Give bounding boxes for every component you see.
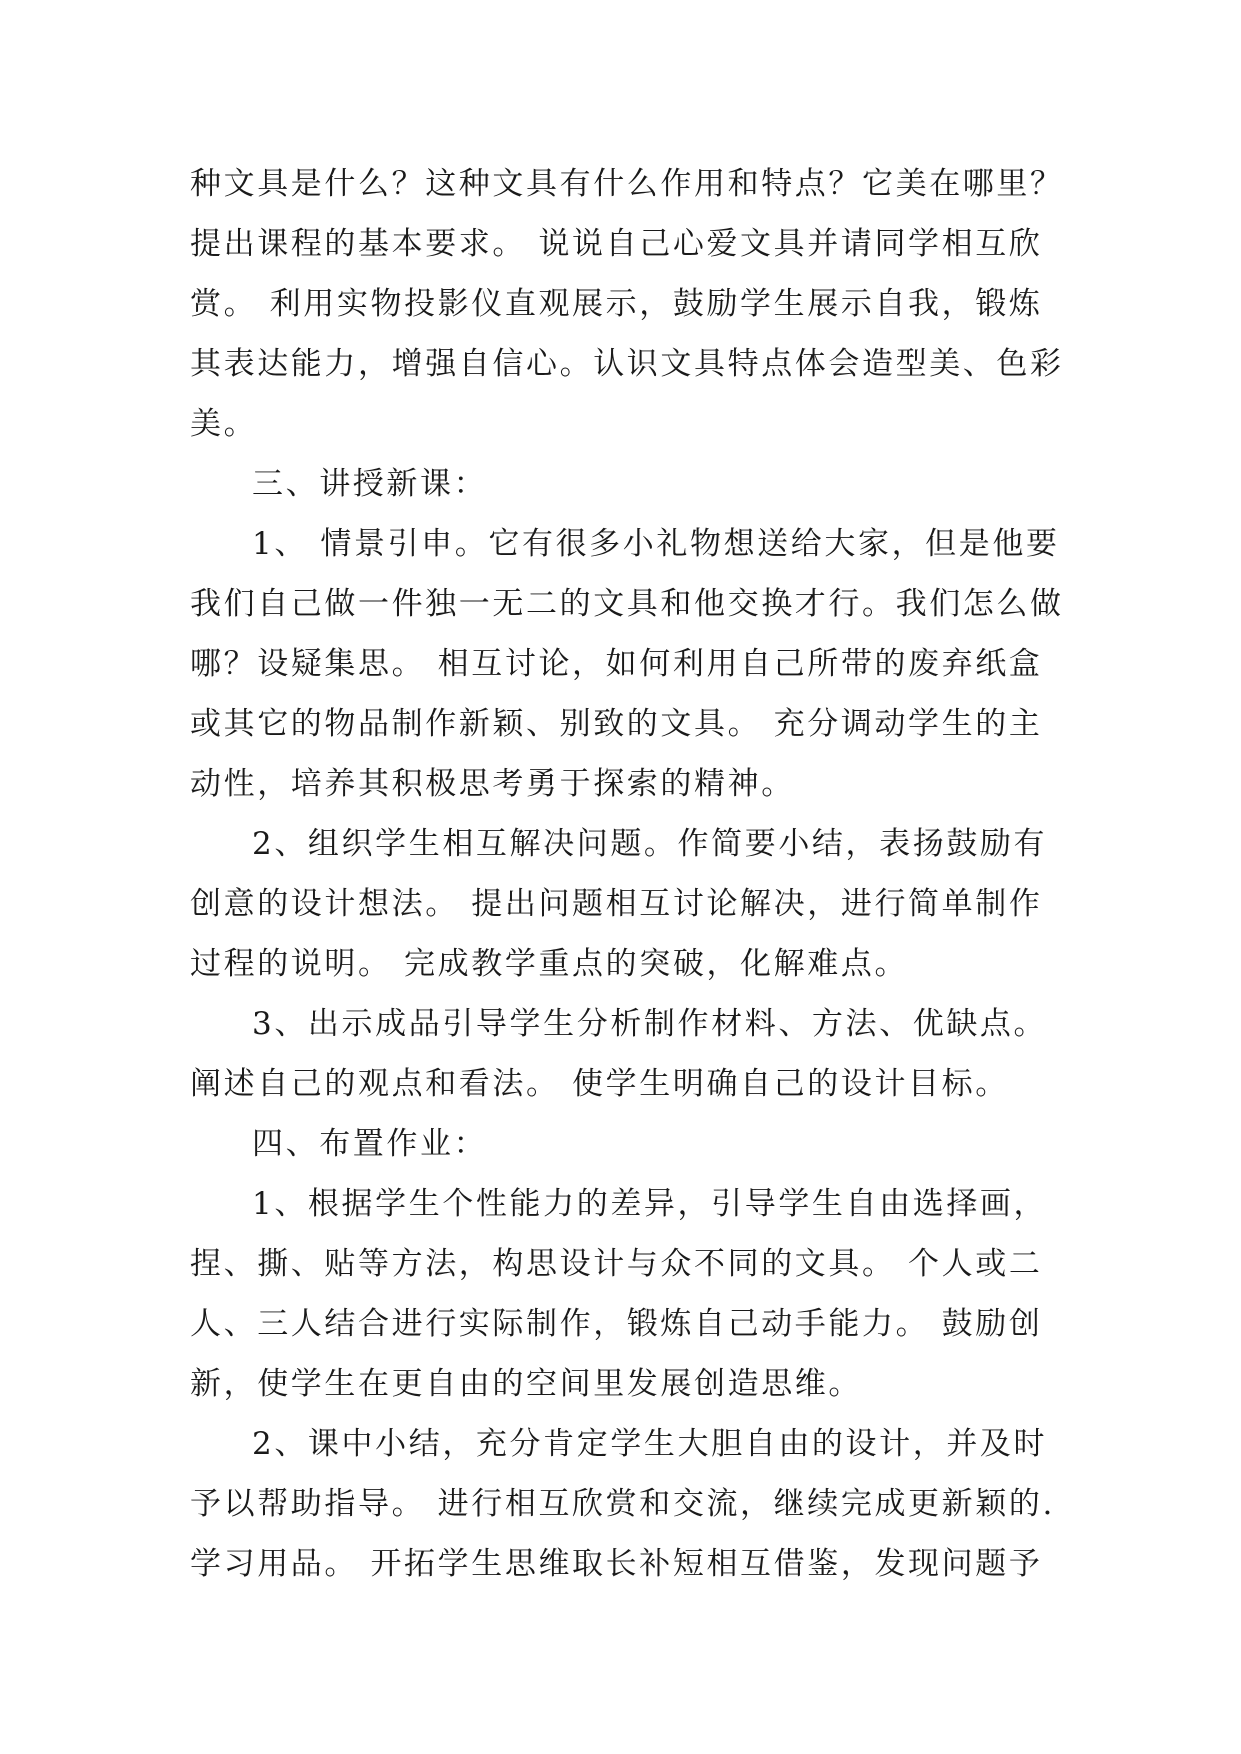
- text-line-11: 动性，培养其积极思考勇于探索的精神。: [190, 766, 795, 802]
- text-line-12: 2、组织学生相互解决问题。作简要小结，表扬鼓励有: [252, 826, 1048, 862]
- text-line-24: 学习用品。 开拓学生思维取长补短相互借鉴，发现问题予: [190, 1546, 1043, 1582]
- text-line-20: 人、三人结合进行实际制作，锻炼自己动手能力。 鼓励创: [190, 1306, 1043, 1342]
- text-line-13: 创意的设计想法。 提出问题相互讨论解决，进行简单制作: [190, 886, 1043, 922]
- text-line-18: 1、根据学生个性能力的差异，引导学生自由选择画，: [252, 1186, 1048, 1222]
- text-line-3: 赏。 利用实物投影仪直观展示，鼓励学生展示自我，锻炼: [190, 286, 1043, 322]
- section-heading-assign-homework: 四、布置作业：: [252, 1126, 488, 1162]
- text-line-5: 美。: [190, 406, 258, 442]
- text-line-9: 哪？设疑集思。 相互讨论，如何利用自己所带的废弃纸盒: [190, 646, 1043, 682]
- section-heading-teach-new-lesson: 三、讲授新课：: [252, 466, 488, 502]
- text-line-23: 予以帮助指导。 进行相互欣赏和交流，继续完成更新颖的.: [190, 1486, 1055, 1522]
- text-line-19: 捏、撕、贴等方法，构思设计与众不同的文具。 个人或二: [190, 1246, 1043, 1282]
- text-line-1: 种文具是什么？这种文具有什么作用和特点？它美在哪里？: [190, 166, 1064, 202]
- text-line-2: 提出课程的基本要求。 说说自己心爱文具并请同学相互欣: [190, 226, 1043, 262]
- text-line-8: 我们自己做一件独一无二的文具和他交换才行。我们怎么做: [190, 586, 1064, 622]
- text-line-14: 过程的说明。 完成教学重点的突破，化解难点。: [190, 946, 909, 982]
- text-line-22: 2、课中小结，充分肯定学生大胆自由的设计，并及时: [252, 1426, 1048, 1462]
- text-line-16: 阐述自己的观点和看法。 使学生明确自己的设计目标。: [190, 1066, 1009, 1102]
- text-line-21: 新，使学生在更自由的空间里发展创造思维。: [190, 1366, 862, 1402]
- text-line-7: 1、 情景引申。它有很多小礼物想送给大家，但是他要: [252, 526, 1060, 562]
- text-line-4: 其表达能力，增强自信心。认识文具特点体会造型美、色彩: [190, 346, 1064, 382]
- document-body: [190, 154, 1064, 1594]
- text-line-10: 或其它的物品制作新颖、别致的文具。 充分调动学生的主: [190, 706, 1043, 742]
- text-line-15: 3、出示成品引导学生分析制作材料、方法、优缺点。: [252, 1006, 1048, 1042]
